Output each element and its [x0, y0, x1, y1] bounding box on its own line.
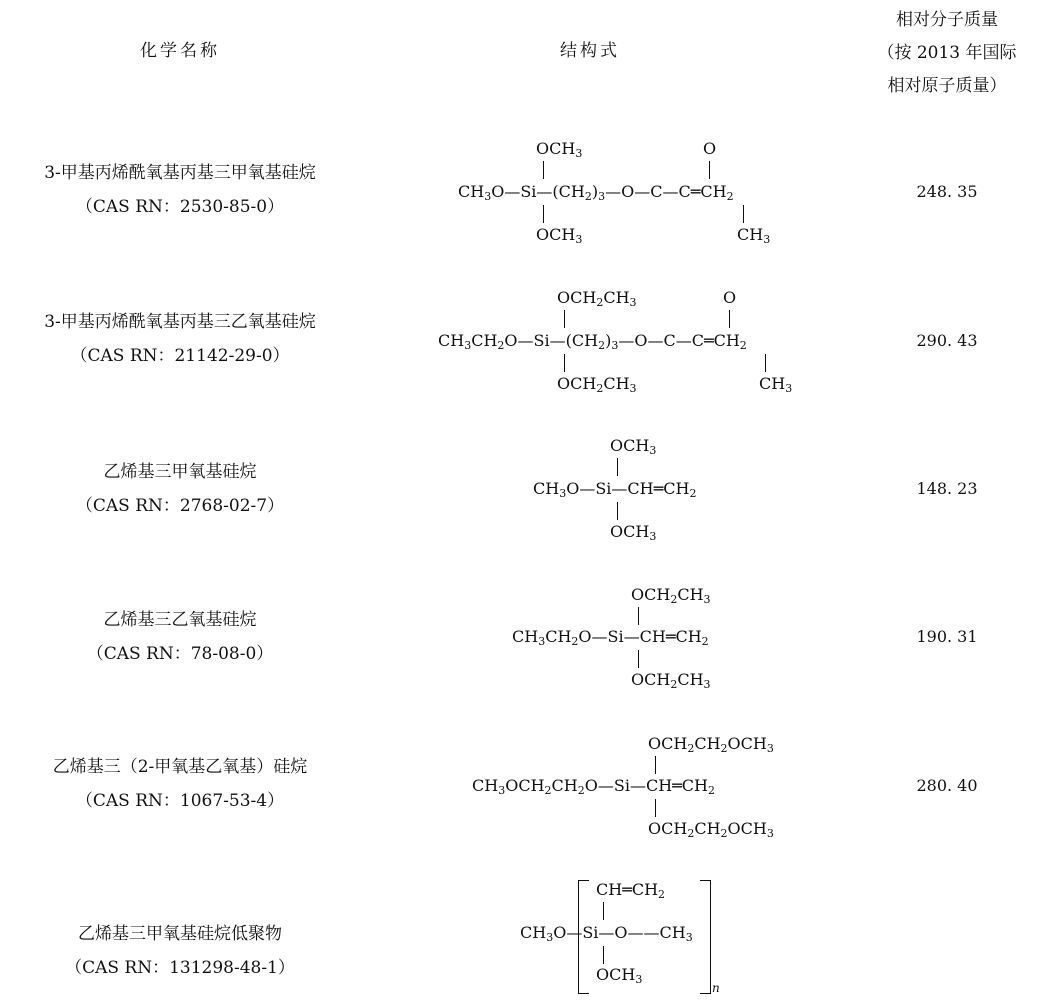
formula-main: $CH_3O—Si—O——CH_3$ — [520, 923, 693, 944]
table-row — [0, 125, 1044, 265]
name-text: 乙烯基三（2-甲氧基乙氧基）硅烷 — [52, 757, 308, 777]
formula-bottom: $OCH_3$ — [596, 965, 643, 986]
table-row — [0, 720, 1044, 860]
molecular-mass: 280. 40 — [916, 776, 978, 795]
formula-main: $CH_3OCH_2CH_2O—Si—CH═CH_2$ — [472, 776, 715, 797]
cas-number: （CAS RN：2530-85-0） — [75, 197, 285, 217]
carbonyl-oxygen: O — [723, 288, 737, 307]
molecular-mass: 290. 43 — [916, 331, 978, 350]
formula-bottom: $OCH_2CH_2OCH_3$ — [648, 819, 774, 840]
formula-top: $OCH_2CH_2OCH_3$ — [648, 734, 774, 755]
repeat-index: n — [712, 981, 720, 995]
formula-top: $CH═CH_2$ — [596, 880, 666, 901]
cas-number: （CAS RN：78-08-0） — [86, 644, 274, 664]
name-text: 乙烯基三乙氧基硅烷 — [103, 610, 257, 630]
name-text: 3-甲基丙烯酰氧基丙基三乙氧基硅烷 — [44, 312, 316, 332]
repeat-bracket-right — [700, 880, 711, 994]
cas-number: （CAS RN：21142-29-0） — [70, 346, 290, 366]
formula-main: $CH_3CH_2O—Si—(CH_2)_3—O—C—C═CH_2$ — [438, 331, 747, 352]
formula-bottom: $OCH_2CH_3$ — [631, 670, 711, 691]
column-header-structure: 结构式 — [560, 41, 620, 61]
mass-header-line-3: 相对原子质量） — [887, 76, 1007, 96]
formula-top: $OCH_3$ — [536, 139, 583, 160]
table-row — [0, 865, 1044, 1001]
structural-formula — [0, 865, 1044, 1005]
molecular-mass: 148. 23 — [916, 479, 978, 498]
column-header-molecular-mass — [850, 4, 1044, 103]
methyl-group: $CH_3$ — [759, 374, 793, 395]
formula-main: $CH_3O—Si—CH═CH_2$ — [533, 479, 697, 500]
table-row — [0, 425, 1044, 565]
formula-top: $OCH_3$ — [610, 436, 657, 457]
table-row — [0, 572, 1044, 712]
methyl-group: $CH_3$ — [737, 225, 771, 246]
formula-bottom: $OCH_3$ — [536, 225, 583, 246]
name-text: 乙烯基三甲氧基硅烷 — [103, 462, 257, 482]
molecular-mass: 248. 35 — [916, 182, 978, 201]
mass-header-line-2: （按 2013 年国际 — [877, 43, 1017, 63]
cas-number: （CAS RN：2768-02-7） — [75, 496, 285, 516]
formula-main: $CH_3O—Si—(CH_2)_3—O—C—C═CH_2$ — [458, 182, 734, 203]
cas-number: （CAS RN：131298-48-1） — [65, 958, 295, 978]
table-row — [0, 275, 1044, 415]
formula-top: $OCH_2CH_3$ — [631, 585, 711, 606]
mass-header-line-1: 相对分子质量 — [896, 10, 998, 30]
molecular-mass: 190. 31 — [916, 627, 978, 646]
carbonyl-oxygen: O — [703, 139, 717, 158]
formula-main: $CH_3CH_2O—Si—CH═CH_2$ — [512, 627, 709, 648]
formula-bottom: $OCH_3$ — [610, 522, 657, 543]
formula-top: $OCH_2CH_3$ — [557, 288, 637, 309]
name-text: 乙烯基三甲氧基硅烷低聚物 — [78, 924, 282, 944]
name-text: 3-甲基丙烯酰氧基丙基三甲氧基硅烷 — [44, 163, 316, 183]
cas-number: （CAS RN：1067-53-4） — [75, 791, 285, 811]
formula-bottom: $OCH_2CH_3$ — [557, 374, 637, 395]
column-header-chemical-name: 化学名称 — [140, 41, 220, 61]
